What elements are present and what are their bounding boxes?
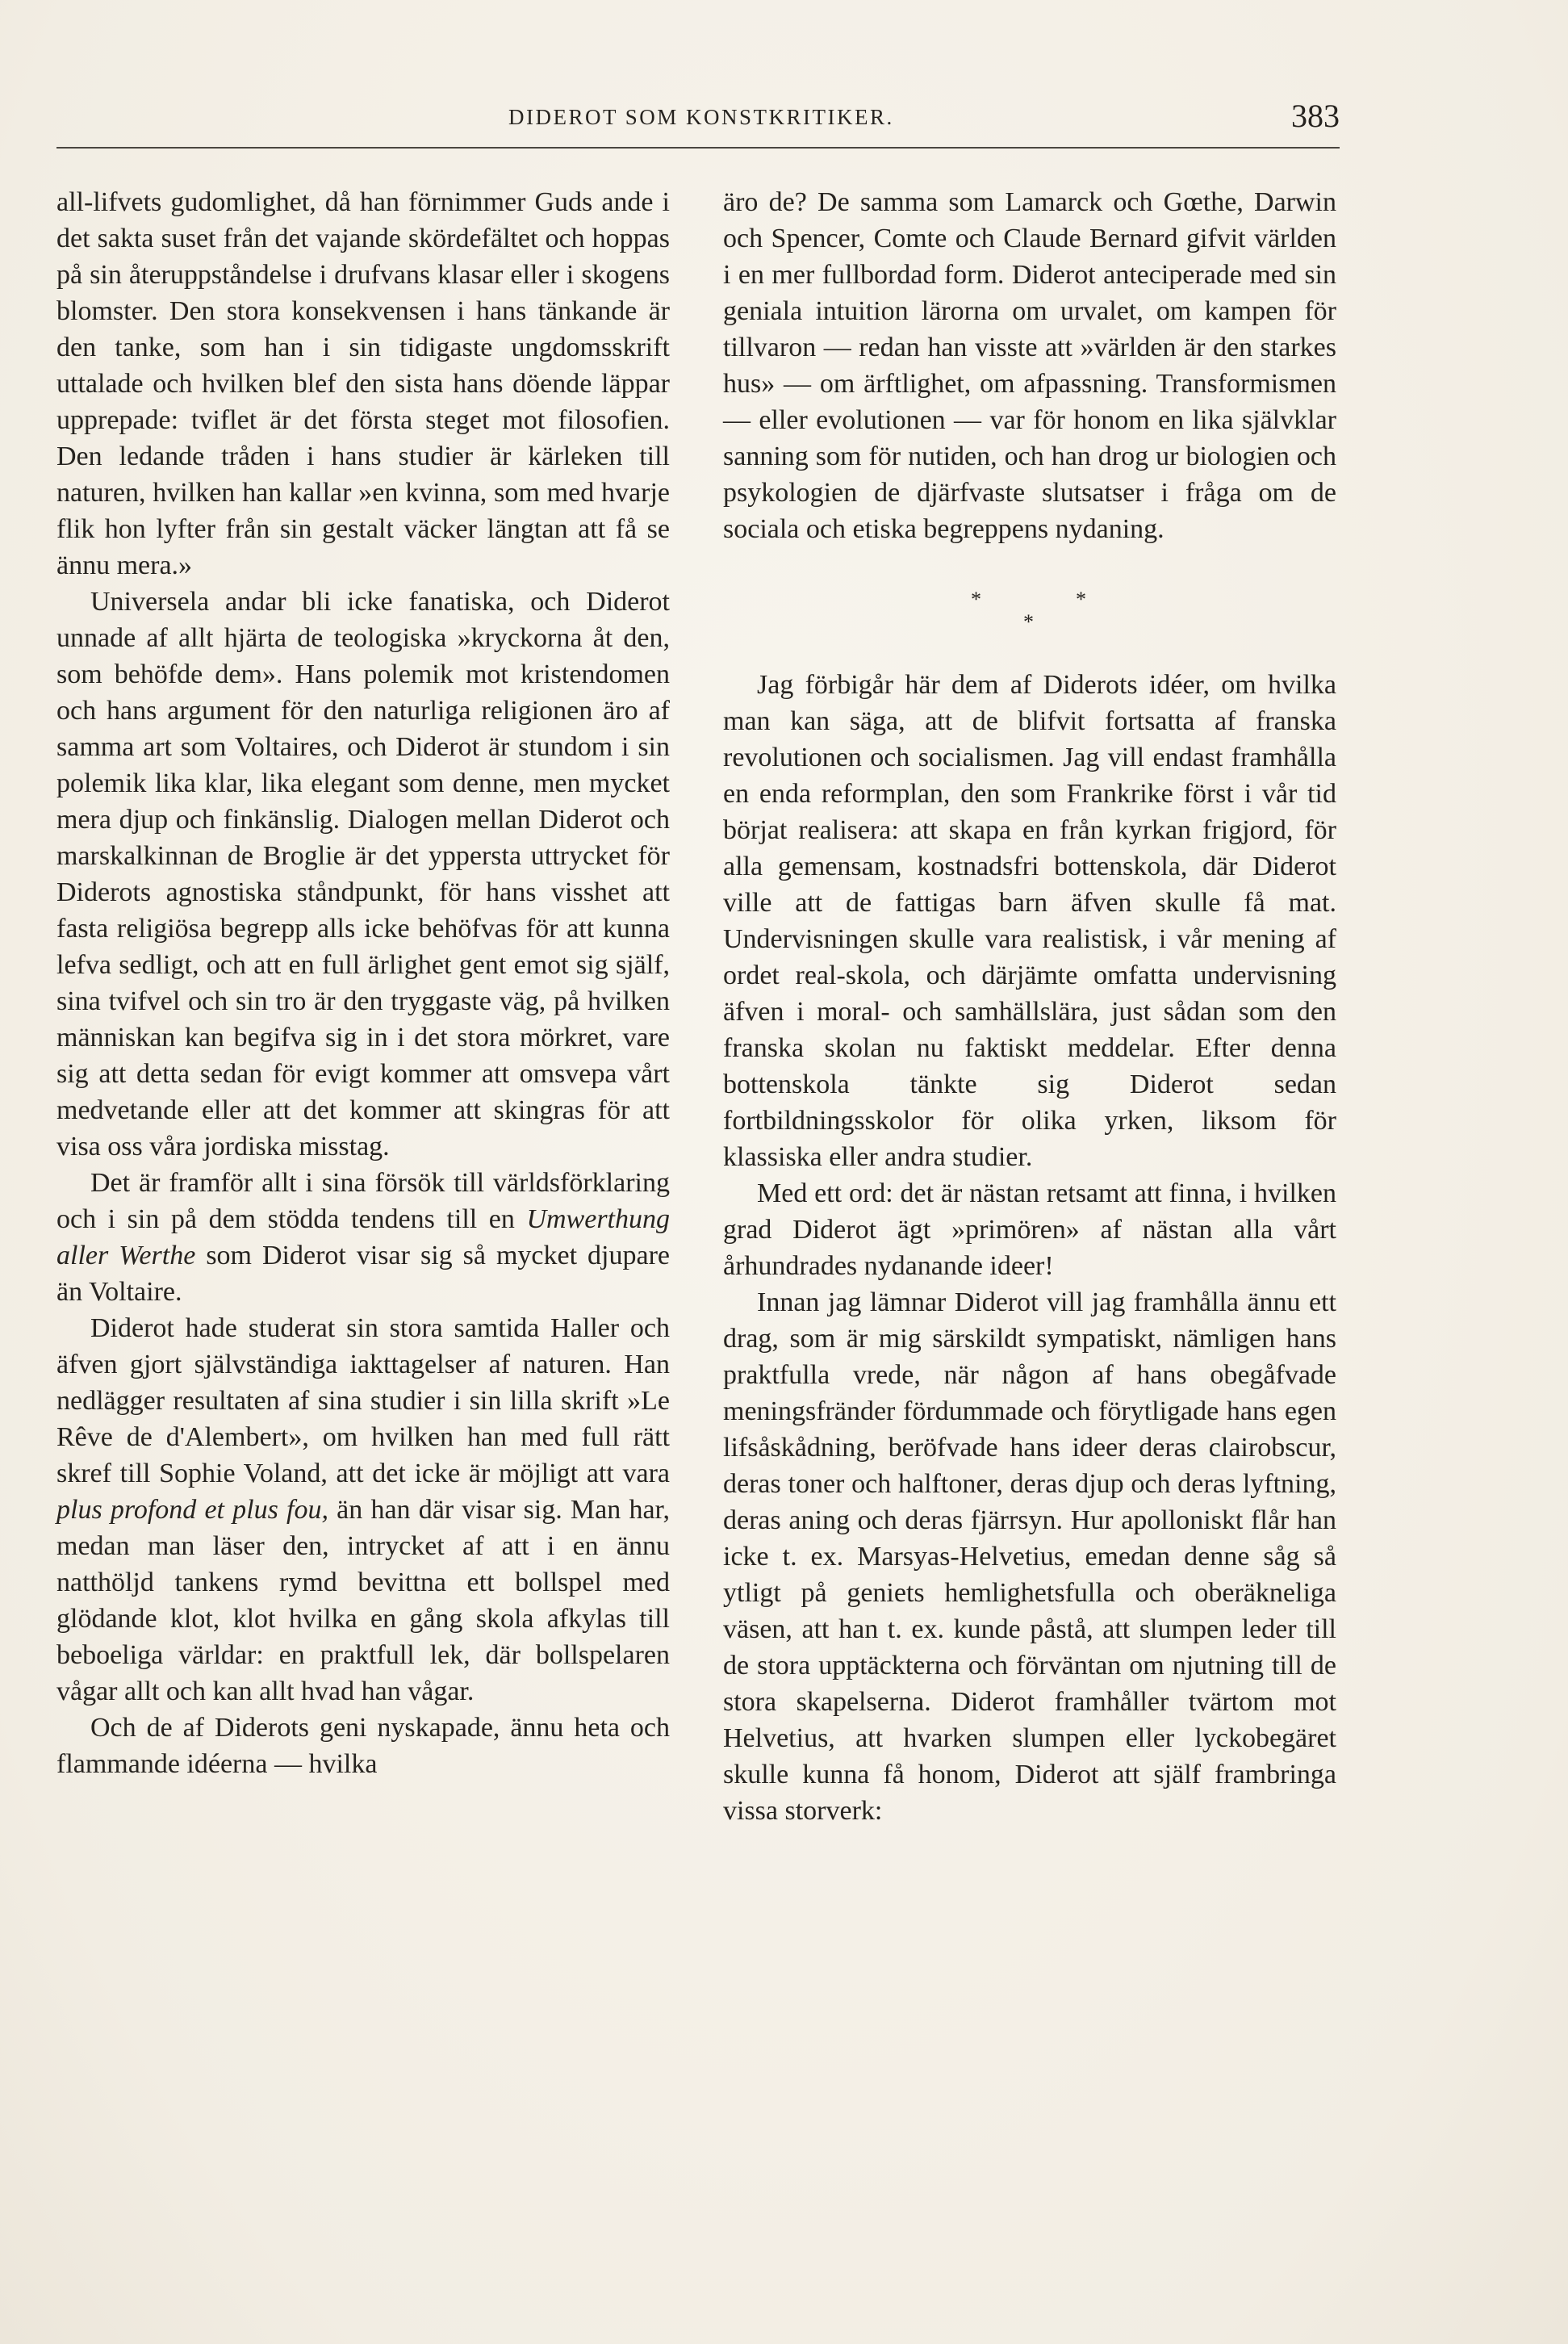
paragraph: Innan jag lämnar Diderot vill jag framhålla ännu ett drag, som är mig särskildt sympatiskt, nämligen hans praktfulla vrede, när någon af hans obegåfvade meningsfränder fördummade och förytligade hans egen lifsåskådning, beröfvade hans ideer deras clairobscur, deras toner och halftoner, deras djup och deras lyftning, deras aning och deras fjärrsyn. Hur apolloniskt flår han icke t. ex. Marsyas-Helvetius, emedan denne såg så ytligt på geniets hemlighetsfulla och oberäkneliga väsen, att han t. ex. kunde påstå, att slumpen leder till de stora upptäckterna och förväntan om njutning till de stora skapelserna. Diderot framhåller tvärtom mot Helvetius, att hvarken slumpen eller lyckobegäret skulle kunna få honom, Diderot att själf frambringa vissa storverk:	[723, 1287, 1336, 1826]
text-run: som Diderot visar sig så mycket djupare än Voltaire.	[56, 1241, 671, 1307]
left-column	[56, 184, 670, 1782]
asterisk: *	[1076, 588, 1086, 611]
italic-phrase: Umwerthung aller Werthe	[56, 1204, 671, 1270]
paragraph: Och de af Diderots geni nyskapade, ännu heta och flammande idéerna — hvilka	[56, 1713, 670, 1779]
paragraph: äro de? De samma som Lamarck och Gœthe, Darwin och Spencer, Comte och Claude Bernard gifvit världen i en mer fullbordad form. Diderot anteciperade med sin geniala intuition lärorna om urvalet, om kampen för tillvaron — redan han visste att »världen är den starkes hus» — om ärftlighet, om afpassning. Transformismen — eller evolutionen — var för honom en lika självklar sanning som för nutiden, och han drog ur biologien och psykologien de djärfvaste slutsatser i fråga om de sociala och etiska begreppens nydaning.	[723, 187, 1336, 544]
running-title: DIDEROT SOM KONSTKRITIKER.	[508, 105, 894, 129]
paragraph	[56, 1165, 670, 1310]
right-column	[723, 184, 1336, 1829]
page-header	[56, 97, 1340, 145]
asterisk: *	[971, 588, 981, 611]
asterisk: *	[1023, 610, 1034, 634]
page-number: 383	[1291, 98, 1340, 134]
text-run: Diderot hade studerat sin stora samtida Haller och äfven gjort självständiga iakttagelser af naturen. Han nedlägger resultaten af sina studier i sin lilla skrift »Le Rêve de d'Alembert», om hvilken han med full rätt skref till Sophie Voland, att det icke är möjligt att vara	[56, 1313, 670, 1488]
italic-phrase: plus profond et plus fou,	[56, 1495, 328, 1525]
paragraph: Jag förbigår här dem af Diderots idéer, om hvilka man kan säga, att de blifvit fortsatta af franska revolutionen och socialismen. Jag vill endast framhålla en enda reformplan, den som Frankrike först i vår tid börjat realisera: att skapa en från kyrkan frigjord, för alla gemensam, kostnadsfri bottenskola, där Diderot ville att de fattigas barn äfven skulle få mat. Undervisningen skulle vara realistisk, i vår mening af ordet real-skola, och därjämte omfatta undervisning äfven i moral- och samhällslära, just sådan som den franska skolan nu faktiskt meddelar. Efter denna bottenskola tänkte sig Diderot sedan fortbildningsskolor för olika yrken, liksom för klassiska eller andra studier.	[723, 670, 1336, 1172]
paragraph	[56, 1310, 670, 1710]
header-rule	[56, 147, 1340, 149]
text-run: än han där visar sig. Man har, medan man läser den, intrycket af att i en ännu natthöljd tankens rymd bevittna ett bollspel med glödande klot, klot hvilka en gång skola afkylas till beboeliga världar: en praktfull lek, där bollspelaren vågar allt och kan allt hvad han vågar.	[56, 1495, 670, 1706]
paragraph: Universela andar bli icke fanatiska, och Diderot unnade af allt hjärta de teologiska »kryckorna åt den, som behöfde dem». Hans polemik mot kristendomen och hans argument för den naturliga religionen äro af samma art som Voltaires, och Diderot är stundom i sin polemik lika klar, lika elegant som denne, men mycket mera djup och finkänslig. Dialogen mellan Diderot och marskalkinnan de Broglie är det yppersta uttrycket för Diderots agnostiska ståndpunkt, för hans visshet att fasta religiösa begrepp alls icke behöfvas för att kunna lefva sedligt, och att en full ärlighet gent emot sig själf, sina tvifvel och sin tro är den tryggaste väg, på hvilken människan kan begifva sig in i det stora mörkret, vare sig att detta sedan för evigt kommer att omsvepa vårt medvetande eller att det kommer att skingras för att visa oss våra jordiska misstag.	[56, 587, 670, 1162]
text-run: Det är framför allt i sina försök till världsförklaring och i sin på dem stödda tendens till en	[56, 1168, 670, 1234]
paragraph: Med ett ord: det är nästan retsamt att finna, i hvilken grad Diderot ägt »primören» af nästan alla vårt århundrades nydanande ideer!	[723, 1178, 1336, 1281]
section-break-asterism	[723, 547, 1336, 667]
paragraph: all-lifvets gudomlighet, då han förnimmer Guds ande i det sakta suset från det vajande skördefältet och hoppas på sin återuppståndelse i drufvans klasar eller i skogens blomster. Den stora konsekvensen i hans tänkande är den tanke, som han i sin tidigaste ungdomsskrift uttalade och hvilken blef den sista hans döende läppar upprepade: tviflet är det första steget mot filosofien. Den ledande tråden i hans studier är kärleken till naturen, hvilken han kallar »en kvinna, som med hvarje flik hon lyfter från sin gestalt väcker längtan att få se ännu mera.»	[56, 187, 670, 580]
